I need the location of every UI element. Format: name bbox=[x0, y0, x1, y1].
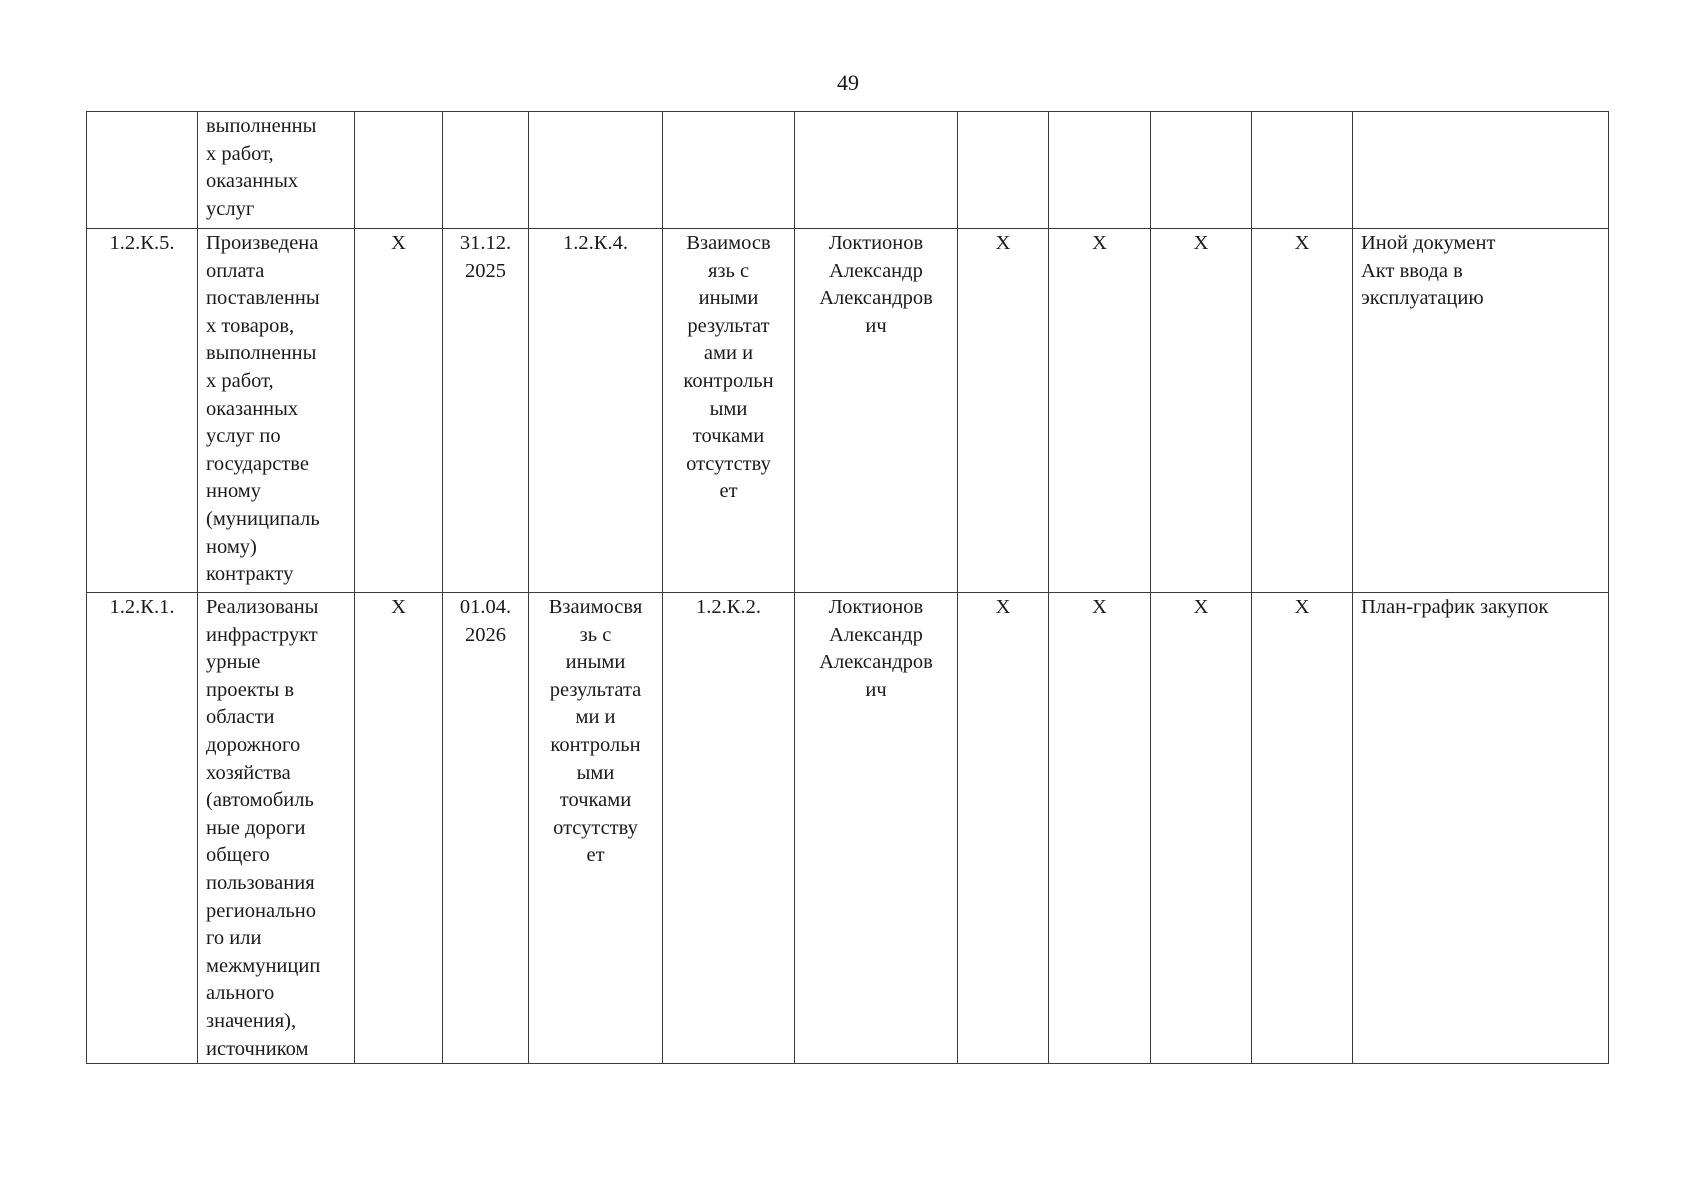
cell-name-line: области bbox=[206, 706, 275, 729]
cell-name-line: оказанных bbox=[206, 397, 299, 420]
cell-x-marker: X bbox=[958, 593, 1049, 1064]
cell-name-line: го или bbox=[206, 927, 262, 950]
cell-date bbox=[443, 229, 529, 593]
cell-predecessor-line: 1.2.К.4. bbox=[563, 232, 628, 254]
cell-name-line: оплата bbox=[206, 259, 265, 282]
cell-name-line: дорожного bbox=[206, 733, 301, 756]
cell-name-line: (автомобиль bbox=[206, 789, 314, 812]
cell-predecessor-line: ыми bbox=[576, 761, 615, 784]
cell-x-marker: X bbox=[1252, 593, 1353, 1064]
cell-document-line: эксплуатацию bbox=[1361, 287, 1484, 310]
cell-predecessor-line: точками bbox=[559, 789, 632, 812]
cell-x-marker: X bbox=[355, 229, 443, 593]
cell-name-line: ные дороги bbox=[206, 816, 306, 839]
cell-responsible bbox=[795, 112, 958, 229]
cell-name-line: оказанных bbox=[206, 170, 299, 193]
cell-successor-line: ами и bbox=[703, 342, 754, 365]
cell-date bbox=[443, 112, 529, 229]
cell-successor bbox=[663, 112, 795, 229]
cell-date-line: 2026 bbox=[465, 623, 506, 646]
cell-name-line: услуг bbox=[206, 197, 255, 220]
cell-id: 1.2.К.1. bbox=[87, 593, 198, 1064]
cell-name-line: х работ, bbox=[206, 142, 274, 165]
cell-name-line: контракту bbox=[206, 563, 294, 586]
cell-responsible-line: Александров bbox=[819, 287, 933, 310]
cell-successor bbox=[663, 229, 795, 593]
cell-successor-line: результат bbox=[687, 314, 770, 337]
cell-successor-line: иными bbox=[698, 287, 759, 310]
cell-name-line: выполненны bbox=[206, 342, 317, 365]
cell-x-marker: X bbox=[958, 229, 1049, 593]
cell-predecessor-line: ет bbox=[586, 844, 605, 867]
cell-name-line: урные bbox=[206, 651, 261, 674]
cell-responsible-line: Локтионов bbox=[828, 596, 924, 618]
cell-name-line: регионально bbox=[206, 899, 317, 922]
cell-successor-line: язь с bbox=[707, 259, 750, 282]
cell-responsible bbox=[795, 593, 958, 1064]
cell-predecessor-line: результата bbox=[549, 678, 642, 701]
cell-x-marker bbox=[355, 112, 443, 229]
cell-name-line: услуг по bbox=[206, 425, 281, 448]
cell-name-line: пользования bbox=[206, 871, 315, 894]
cell-successor bbox=[663, 593, 795, 1064]
cell-document-line: Иной документ bbox=[1361, 232, 1496, 254]
table-row bbox=[87, 593, 1609, 1064]
control-points-table bbox=[86, 111, 1609, 1064]
cell-predecessor bbox=[529, 593, 663, 1064]
cell-name-line: выполненны bbox=[206, 115, 317, 137]
cell-date bbox=[443, 593, 529, 1064]
cell-responsible bbox=[795, 229, 958, 593]
table-body bbox=[87, 112, 1609, 1064]
cell-responsible-line: Александр bbox=[829, 259, 923, 282]
cell-name bbox=[198, 229, 355, 593]
cell-predecessor-line: ми и bbox=[575, 706, 616, 729]
cell-name bbox=[198, 112, 355, 229]
cell-x-marker: X bbox=[1049, 593, 1151, 1064]
cell-predecessor-line: контрольн bbox=[550, 733, 641, 756]
cell-document-line: План-график закупок bbox=[1361, 596, 1549, 618]
page-number: 49 bbox=[837, 70, 859, 95]
cell-x-marker bbox=[1252, 112, 1353, 229]
cell-name-line: хозяйства bbox=[206, 761, 291, 784]
cell-successor-line: 1.2.К.2. bbox=[696, 596, 761, 618]
cell-name-line: государстве bbox=[206, 452, 309, 475]
cell-responsible-line: Александр bbox=[829, 623, 923, 646]
cell-id bbox=[87, 112, 198, 229]
table-row bbox=[87, 229, 1609, 593]
cell-name-line: инфраструкт bbox=[206, 623, 318, 646]
cell-predecessor bbox=[529, 229, 663, 593]
cell-predecessor-line: зь с bbox=[579, 623, 612, 646]
cell-document bbox=[1353, 112, 1609, 229]
cell-name-line: Произведена bbox=[206, 232, 319, 254]
cell-document bbox=[1353, 229, 1609, 593]
cell-successor-line: точками bbox=[692, 425, 765, 448]
cell-name-line: источником bbox=[206, 1037, 309, 1060]
cell-name-line: проекты в bbox=[206, 678, 295, 701]
cell-responsible-line: ич bbox=[865, 314, 887, 337]
cell-predecessor-line: отсутству bbox=[553, 816, 638, 839]
cell-name-line: ному) bbox=[206, 535, 257, 558]
cell-x-marker: X bbox=[1151, 229, 1252, 593]
cell-responsible-line: Локтионов bbox=[828, 232, 924, 254]
cell-successor-line: контрольн bbox=[683, 369, 774, 392]
cell-successor-line: отсутству bbox=[686, 452, 771, 475]
cell-predecessor bbox=[529, 112, 663, 229]
cell-date-line: 01.04. bbox=[459, 596, 512, 618]
cell-date-line: 2025 bbox=[465, 259, 506, 282]
cell-x-marker bbox=[1049, 112, 1151, 229]
cell-id: 1.2.К.5. bbox=[87, 229, 198, 593]
cell-name-line: значения), bbox=[206, 1009, 297, 1032]
cell-name-line: нному bbox=[206, 480, 262, 503]
cell-successor-line: Взаимосв bbox=[686, 232, 771, 254]
cell-x-marker: X bbox=[1252, 229, 1353, 593]
cell-name-line: поставленны bbox=[206, 287, 320, 310]
cell-predecessor-line: Взаимосвя bbox=[548, 596, 643, 618]
cell-responsible-line: Александров bbox=[819, 651, 933, 674]
cell-predecessor-line: иными bbox=[565, 651, 626, 674]
table-row bbox=[87, 112, 1609, 229]
cell-x-marker bbox=[958, 112, 1049, 229]
cell-x-marker: X bbox=[1049, 229, 1151, 593]
cell-x-marker: X bbox=[355, 593, 443, 1064]
cell-x-marker: X bbox=[1151, 593, 1252, 1064]
cell-successor-line: ет bbox=[719, 480, 738, 503]
cell-name-line: (муниципаль bbox=[206, 507, 320, 530]
cell-name bbox=[198, 593, 355, 1064]
cell-document bbox=[1353, 593, 1609, 1064]
cell-name-line: межмуницип bbox=[206, 954, 321, 977]
cell-name-line: х работ, bbox=[206, 369, 274, 392]
cell-responsible-line: ич bbox=[865, 678, 887, 701]
cell-name-line: ального bbox=[206, 982, 275, 1005]
cell-name-line: Реализованы bbox=[206, 596, 319, 618]
cell-x-marker bbox=[1151, 112, 1252, 229]
cell-document-line: Акт ввода в bbox=[1361, 259, 1463, 282]
cell-date-line: 31.12. bbox=[459, 232, 512, 254]
cell-name-line: х товаров, bbox=[206, 314, 295, 337]
cell-successor-line: ыми bbox=[709, 397, 748, 420]
cell-name-line: общего bbox=[206, 844, 270, 867]
